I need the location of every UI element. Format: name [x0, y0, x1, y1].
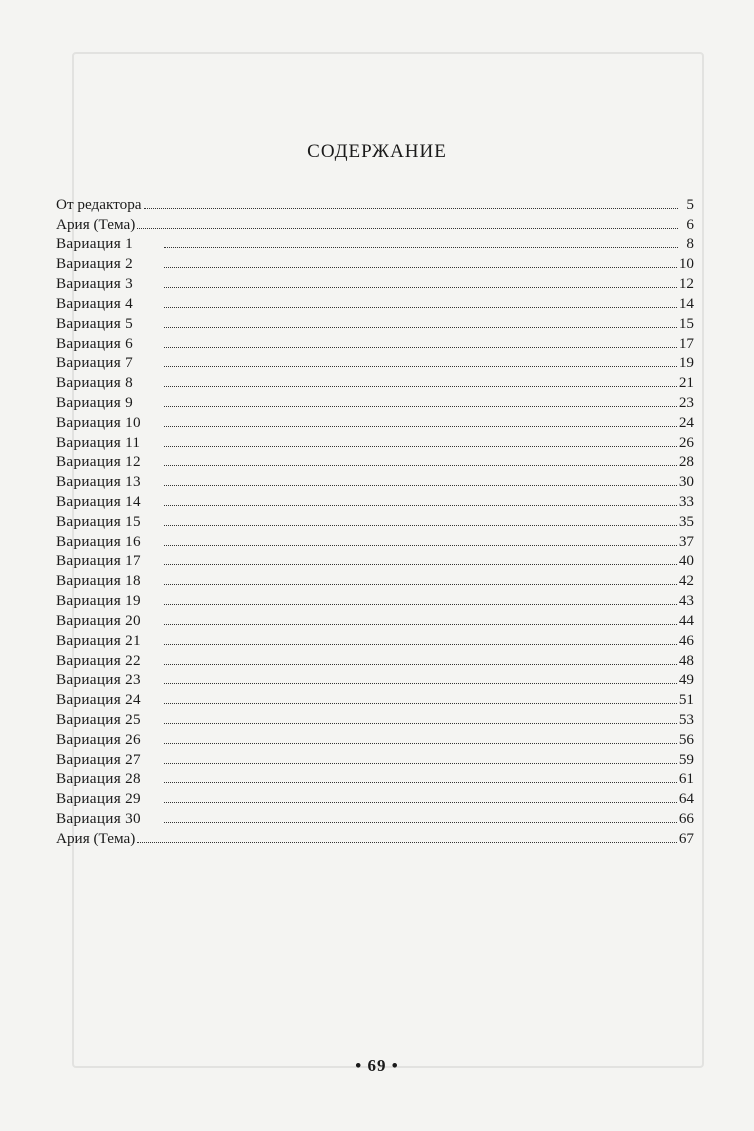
toc-entry — [56, 550, 694, 570]
toc-entry — [56, 312, 694, 332]
toc-entry — [56, 252, 694, 272]
dot-leader — [164, 524, 677, 526]
dot-leader — [164, 484, 677, 486]
toc-entry-label: Вариация 2 — [56, 255, 133, 273]
dot-leader — [164, 583, 677, 585]
toc-entry-page: 8 — [686, 235, 694, 253]
toc-entry — [56, 669, 694, 689]
toc-entry-page: 66 — [678, 810, 694, 827]
toc-entry — [56, 827, 694, 847]
toc-entry-label: Вариация 11 — [56, 433, 141, 451]
toc-entry — [56, 708, 694, 728]
toc-entry — [56, 609, 694, 629]
toc-entry-label: Вариация 14 — [56, 493, 141, 510]
dot-leader — [164, 266, 677, 268]
dot-leader — [164, 326, 677, 328]
toc-entry — [56, 728, 694, 748]
dot-leader — [164, 623, 677, 625]
dot-leader — [164, 702, 677, 704]
toc-entry-page: 46 — [678, 631, 694, 649]
toc-entry-page: 44 — [678, 611, 694, 629]
toc-entry-page: 51 — [678, 691, 694, 709]
toc-entry-label: Вариация 22 — [56, 651, 141, 669]
toc-entry-page: 59 — [678, 750, 694, 768]
dot-leader — [164, 504, 677, 506]
toc-entry — [56, 589, 694, 609]
toc-entry-page: 61 — [678, 770, 694, 788]
toc-entry-page: 64 — [678, 790, 694, 808]
toc-entry — [56, 629, 694, 649]
toc-entry-page: 42 — [678, 572, 694, 590]
toc-entry-label: Вариация 26 — [56, 730, 141, 748]
toc-entry-page: 53 — [678, 710, 694, 728]
toc-entry-label: Вариация 21 — [56, 631, 141, 649]
dot-leader — [164, 286, 677, 288]
table-of-contents — [56, 193, 694, 847]
dot-leader — [164, 563, 677, 565]
toc-entry-label: Вариация 28 — [56, 770, 141, 788]
toc-entry-page: 24 — [678, 413, 694, 431]
toc-entry-label: Вариация 9 — [56, 393, 133, 411]
toc-entry-page: 6 — [686, 215, 694, 233]
page-number: • 69 • — [355, 1056, 399, 1075]
dot-leader — [164, 663, 677, 665]
toc-entry — [56, 510, 694, 530]
toc-entry-label: Вариация 23 — [56, 671, 141, 689]
toc-entry-label: Вариация 25 — [56, 710, 141, 728]
toc-entry-label: Вариация 30 — [56, 810, 141, 827]
toc-entry-label: Вариация 18 — [56, 572, 141, 590]
dot-leader — [144, 207, 678, 209]
toc-entry-label: Вариация 12 — [56, 453, 141, 471]
toc-entry — [56, 807, 694, 827]
toc-entry-label: Вариация 24 — [56, 691, 141, 709]
dot-leader — [164, 781, 677, 783]
dot-leader — [164, 603, 677, 605]
toc-entry-page: 28 — [678, 453, 694, 471]
toc-entry — [56, 768, 694, 788]
toc-entry-page: 40 — [678, 552, 694, 570]
toc-entry-label: Ария (Тема) — [56, 215, 136, 233]
toc-entry — [56, 688, 694, 708]
toc-entry — [56, 332, 694, 352]
toc-entry-label: Вариация 27 — [56, 750, 141, 768]
toc-entry — [56, 748, 694, 768]
toc-entry-page: 43 — [678, 592, 694, 610]
toc-entry-page: 56 — [678, 730, 694, 748]
toc-entry — [56, 193, 694, 213]
toc-entry-page: 33 — [678, 493, 694, 510]
toc-entry-label: Вариация 10 — [56, 413, 141, 431]
dot-leader — [164, 742, 677, 744]
dot-leader — [164, 405, 677, 407]
toc-entry-label: От редактора — [56, 195, 142, 213]
toc-entry — [56, 391, 694, 411]
toc-entry-label: Вариация 5 — [56, 314, 133, 332]
dot-leader — [164, 425, 677, 427]
toc-entry — [56, 411, 694, 431]
toc-entry-page: 67 — [678, 829, 694, 847]
toc-entry-page: 23 — [678, 393, 694, 411]
toc-entry-label: Вариация 4 — [56, 294, 133, 312]
toc-entry-label: Вариация 16 — [56, 532, 141, 550]
toc-entry-page: 21 — [678, 374, 694, 392]
dot-leader — [164, 445, 677, 447]
toc-entry — [56, 233, 694, 253]
toc-entry — [56, 490, 694, 510]
toc-entry-page: 15 — [678, 314, 694, 332]
toc-entry-label: Вариация 17 — [56, 552, 141, 570]
toc-entry-label: Вариация 1 — [56, 235, 133, 253]
toc-entry — [56, 569, 694, 589]
dot-leader — [164, 643, 677, 645]
toc-entry-page: 19 — [678, 354, 694, 372]
dot-leader — [164, 306, 677, 308]
dot-leader — [164, 762, 677, 764]
toc-entry-label: Вариация 7 — [56, 354, 133, 372]
toc-entry-label: Ария (Тема) — [56, 829, 136, 847]
dot-leader — [137, 227, 678, 229]
dot-leader — [164, 821, 677, 823]
toc-entry-label: Вариация 19 — [56, 592, 141, 610]
toc-entry-page: 10 — [678, 255, 694, 273]
toc-entry-page: 35 — [678, 512, 694, 530]
dot-leader — [164, 365, 677, 367]
toc-entry — [56, 292, 694, 312]
dot-leader — [164, 722, 677, 724]
toc-entry — [56, 451, 694, 471]
toc-entry — [56, 213, 694, 233]
dot-leader — [164, 464, 677, 466]
toc-entry-label: Вариация 3 — [56, 275, 133, 293]
dot-leader — [164, 544, 677, 546]
dot-leader — [164, 682, 677, 684]
dot-leader — [164, 801, 677, 803]
dot-leader — [164, 246, 678, 248]
toc-entry-page: 14 — [678, 294, 694, 312]
toc-entry-page: 17 — [678, 334, 694, 352]
toc-entry-page: 37 — [678, 532, 694, 550]
toc-entry — [56, 272, 694, 292]
dot-leader — [164, 385, 677, 387]
toc-entry — [56, 530, 694, 550]
toc-entry-label: Вариация 29 — [56, 790, 141, 808]
toc-entry-label: Вариация 13 — [56, 473, 141, 491]
toc-entry-label: Вариация 20 — [56, 611, 141, 629]
dot-leader — [164, 346, 677, 348]
toc-entry-label: Вариация 8 — [56, 374, 133, 392]
toc-entry-page: 49 — [678, 671, 694, 689]
toc-entry — [56, 371, 694, 391]
dot-leader — [137, 841, 677, 843]
toc-entry-page: 30 — [678, 473, 694, 491]
toc-entry — [56, 352, 694, 372]
toc-entry — [56, 431, 694, 451]
toc-entry-page: 48 — [678, 651, 694, 669]
toc-entry-label: Вариация 6 — [56, 334, 133, 352]
toc-entry — [56, 787, 694, 807]
toc-entry-page: 26 — [678, 433, 694, 451]
toc-entry — [56, 470, 694, 490]
toc-entry-label: Вариация 15 — [56, 512, 141, 530]
toc-entry-page: 5 — [686, 195, 694, 213]
page-title: СОДЕРЖАНИЕ — [307, 140, 447, 162]
toc-entry — [56, 649, 694, 669]
toc-entry-page: 12 — [678, 275, 694, 293]
